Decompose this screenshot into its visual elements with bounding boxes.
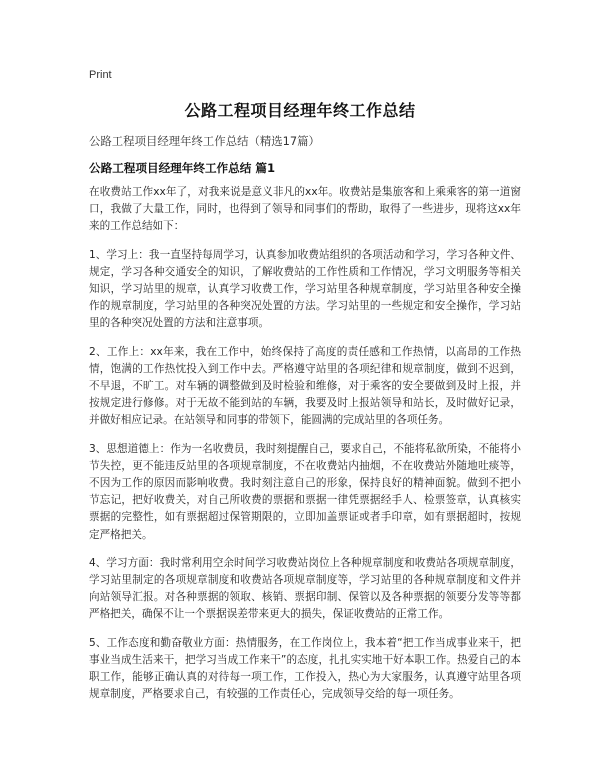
paragraph-work: 2、工作上：xx年来，我在工作中，始终保持了高度的责任感和工作热情，以高昂的工作热情，饱满的工作热忱投入到工作中去。严格遵守站里的各项纪律和规章制度，做到不迟到，不早退，不旷工。对车辆的调整做到及时检验和维修，对于乘客的安全要做到及时上报，并按规定进行修修。对于无故不能到站的车辆，我要及时上报站领导和站长，及时做好记录，并做好相应记录。在站领导和同事的带领下，能圆满的完成站里的各项任务。 <box>89 345 521 427</box>
section-heading: 公路工程项目经理年终工作总结 篇1 <box>89 161 276 175</box>
document-body <box>89 184 521 714</box>
paragraph-ethics: 3、思想道德上：作为一名收费员，我时刻提醒自己，要求自己，不能将私欲所染，不能将小节失控，更不能违反站里的各项规章制度，不在收费站内抽烟，不在收费站外随地吐痰等，不因为工作的原因而影响收费。我时刻注意自己的形象，保持良好的精神面貌。做到不把小节忘记，把好收费关，对自己所收费的票据和票据一律凭票据经手人、检票签章，认真核实票据的完整性，如有票据超过保管期限的，立即加盖票证或者手印章，如有票据超时，按规定严格把关。 <box>89 442 521 541</box>
paragraph-study: 1、学习上：我一直坚持每周学习，认真参加收费站组织的各项活动和学习，学习各种文件、规定，学习各种交通安全的知识，了解收费站的工作性质和工作情况，学习文明服务等相关知识，学习站里的规章，认真学习收费工作，学习站里各种规章制度，学习站里各种安全操作的规章制度，学习站里的各种突况处置的方法。学习站里的一些规定和安全操作，学习站里的各种突况处置的方法和注意事项。 <box>89 248 521 330</box>
paragraph-intro: 在收费站工作xx年了，对我来说是意义非凡的xx年。收费站是集旅客和上乘乘客的第一道窗口，我做了大量工作，同时，也得到了领导和同事们的帮助，取得了一些进步，现将这xx年来的工作总结如下： <box>89 186 521 233</box>
document-title: 公路工程项目经理年终工作总结 <box>184 101 416 120</box>
print-label: Print <box>89 69 112 81</box>
document-subtitle: 公路工程项目经理年终工作总结（精选17篇） <box>89 134 320 148</box>
paragraph-learning: 4、学习方面：我时常利用空余时间学习收费站岗位上各种规章制度和收费站各项规章制度，学习站里制定的各项规章制度和收费站各项规章制度等，学习站里的各种规章制度和文件并向站领导汇报。对各种票据的领取、核销、票据印制、保管以及各种票据的领要分发等等都严格把关，确保不让一个票据误差带来更大的损失，保证收费站的正常工作。 <box>89 556 521 621</box>
paragraph-attitude: 5、工作态度和勤奋敬业方面：热情服务，在工作岗位上，我本着“把工作当成事业来干，把事业当成生活来干，把学习当成工作来干”的态度，扎扎实实地干好本职工作。热爱自己的本职工作，能够正确认真的对待每一项工作，工作投入，热心为大家服务，认真遵守站里各项规章制度，严格要求自己，有较强的工作责任心，完成领导交给的每一项任务。 <box>89 636 521 701</box>
